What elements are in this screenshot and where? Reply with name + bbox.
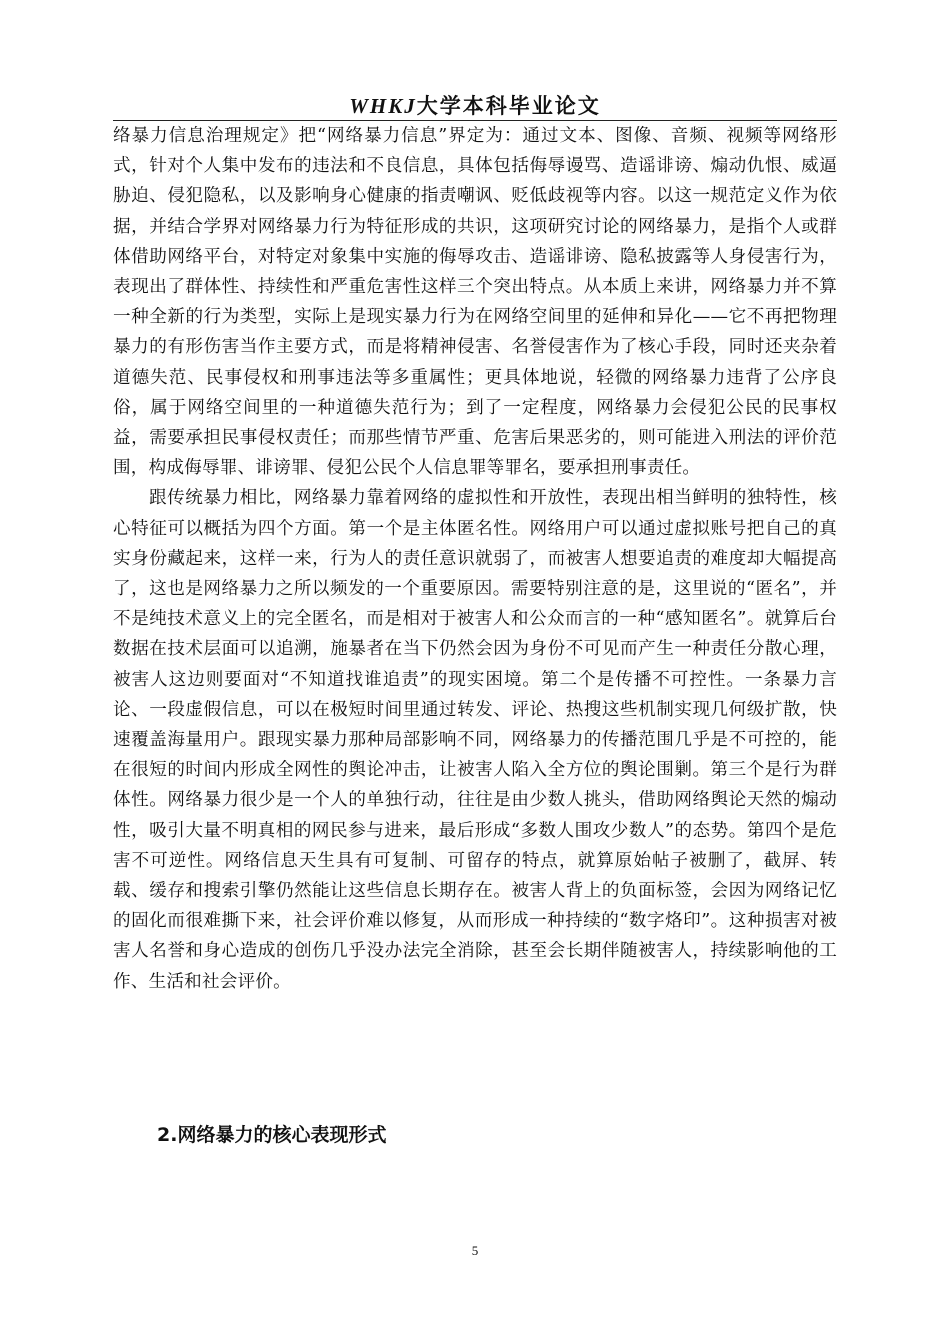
- header-latin: WHKJ: [349, 94, 417, 118]
- section-heading: 2.网络暴力的核心表现形式: [157, 1124, 387, 1146]
- page-number: 5: [471, 1243, 479, 1258]
- page-header: [113, 93, 837, 119]
- body-text: [113, 121, 837, 997]
- paragraph-continued: 络暴力信息治理规定》把“网络暴力信息”界定为：通过文本、图像、音频、视频等网络形式，针对个人集中发布的违法和不良信息，具体包括侮辱谩骂、造谣诽谤、煽动仇恨、威逼胁迫、侵犯隐私，以及影响身心健康的指责嘲讽、贬低歧视等内容。以这一规范定义作为依据，并结合学界对网络暴力行为特征形成的共识，这项研究讨论的网络暴力，是指个人或群体借助网络平台，对特定对象集中实施的侮辱攻击、造谣诽谤、隐私披露等人身侵害行为，表现出了群体性、持续性和严重危害性这样三个突出特点。从本质上来讲，网络暴力并不算一种全新的行为类型，实际上是现实暴力行为在网络空间里的延伸和异化——它不再把物理暴力的有形伤害当作主要方式，而是将精神侵害、名誉侵害作为了核心手段，同时还夹杂着道德失范、民事侵权和刑事违法等多重属性；更具体地说，轻微的网络暴力违背了公序良俗，属于网络空间里的一种道德失范行为；到了一定程度，网络暴力会侵犯公民的民事权益，需要承担民事侵权责任；而那些情节严重、危害后果恶劣的，则可能进入刑法的评价范围，构成侮辱罪、诽谤罪、侵犯公民个人信息罪等罪名，要承担刑事责任。: [113, 126, 837, 479]
- header-title: 大学本科毕业论文: [416, 94, 601, 118]
- paragraph-features: 跟传统暴力相比，网络暴力靠着网络的虚拟性和开放性，表现出相当鲜明的独特性，核心特征可以概括为四个方面。第一个是主体匿名性。网络用户可以通过虚拟账号把自己的真实身份藏起来，这样一来，行为人的责任意识就弱了，而被害人想要追责的难度却大幅提高了，这也是网络暴力之所以频发的一个重要原因。需要特别注意的是，这里说的“匿名”，并不是纯技术意义上的完全匿名，而是相对于被害人和公众而言的一种“感知匿名”。就算后台数据在技术层面可以追溯，施暴者在当下仍然会因为身份不可见而产生一种责任分散心理，被害人这边则要面对“不知道找谁追责”的现实困境。第二个是传播不可控性。一条暴力言论、一段虚假信息，可以在极短时间里通过转发、评论、热搜这些机制实现几何级扩散，快速覆盖海量用户。跟现实暴力那种局部影响不同，网络暴力的传播范围几乎是不可控的，能在很短的时间内形成全网性的舆论冲击，让被害人陷入全方位的舆论围剿。第三个是行为群体性。网络暴力很少是一个人的单独行动，往往是由少数人挑头，借助网络舆论天然的煽动性，吸引大量不明真相的网民参与进来，最后形成“多数人围攻少数人”的态势。第四个是危害不可逆性。网络信息天生具有可复制、可留存的特点，就算原始帖子被删了，截屏、转载、缓存和搜索引擎仍然能让这些信息长期存在。被害人背上的负面标签，会因为网络记忆的固化而很难撕下来，社会评价难以修复，从而形成一种持续的“数字烙印”。这种损害对被害人名誉和身心造成的创伤几乎没办法完全消除，甚至会长期伴随被害人，持续影响他的工作、生活和社会评价。: [113, 488, 837, 992]
